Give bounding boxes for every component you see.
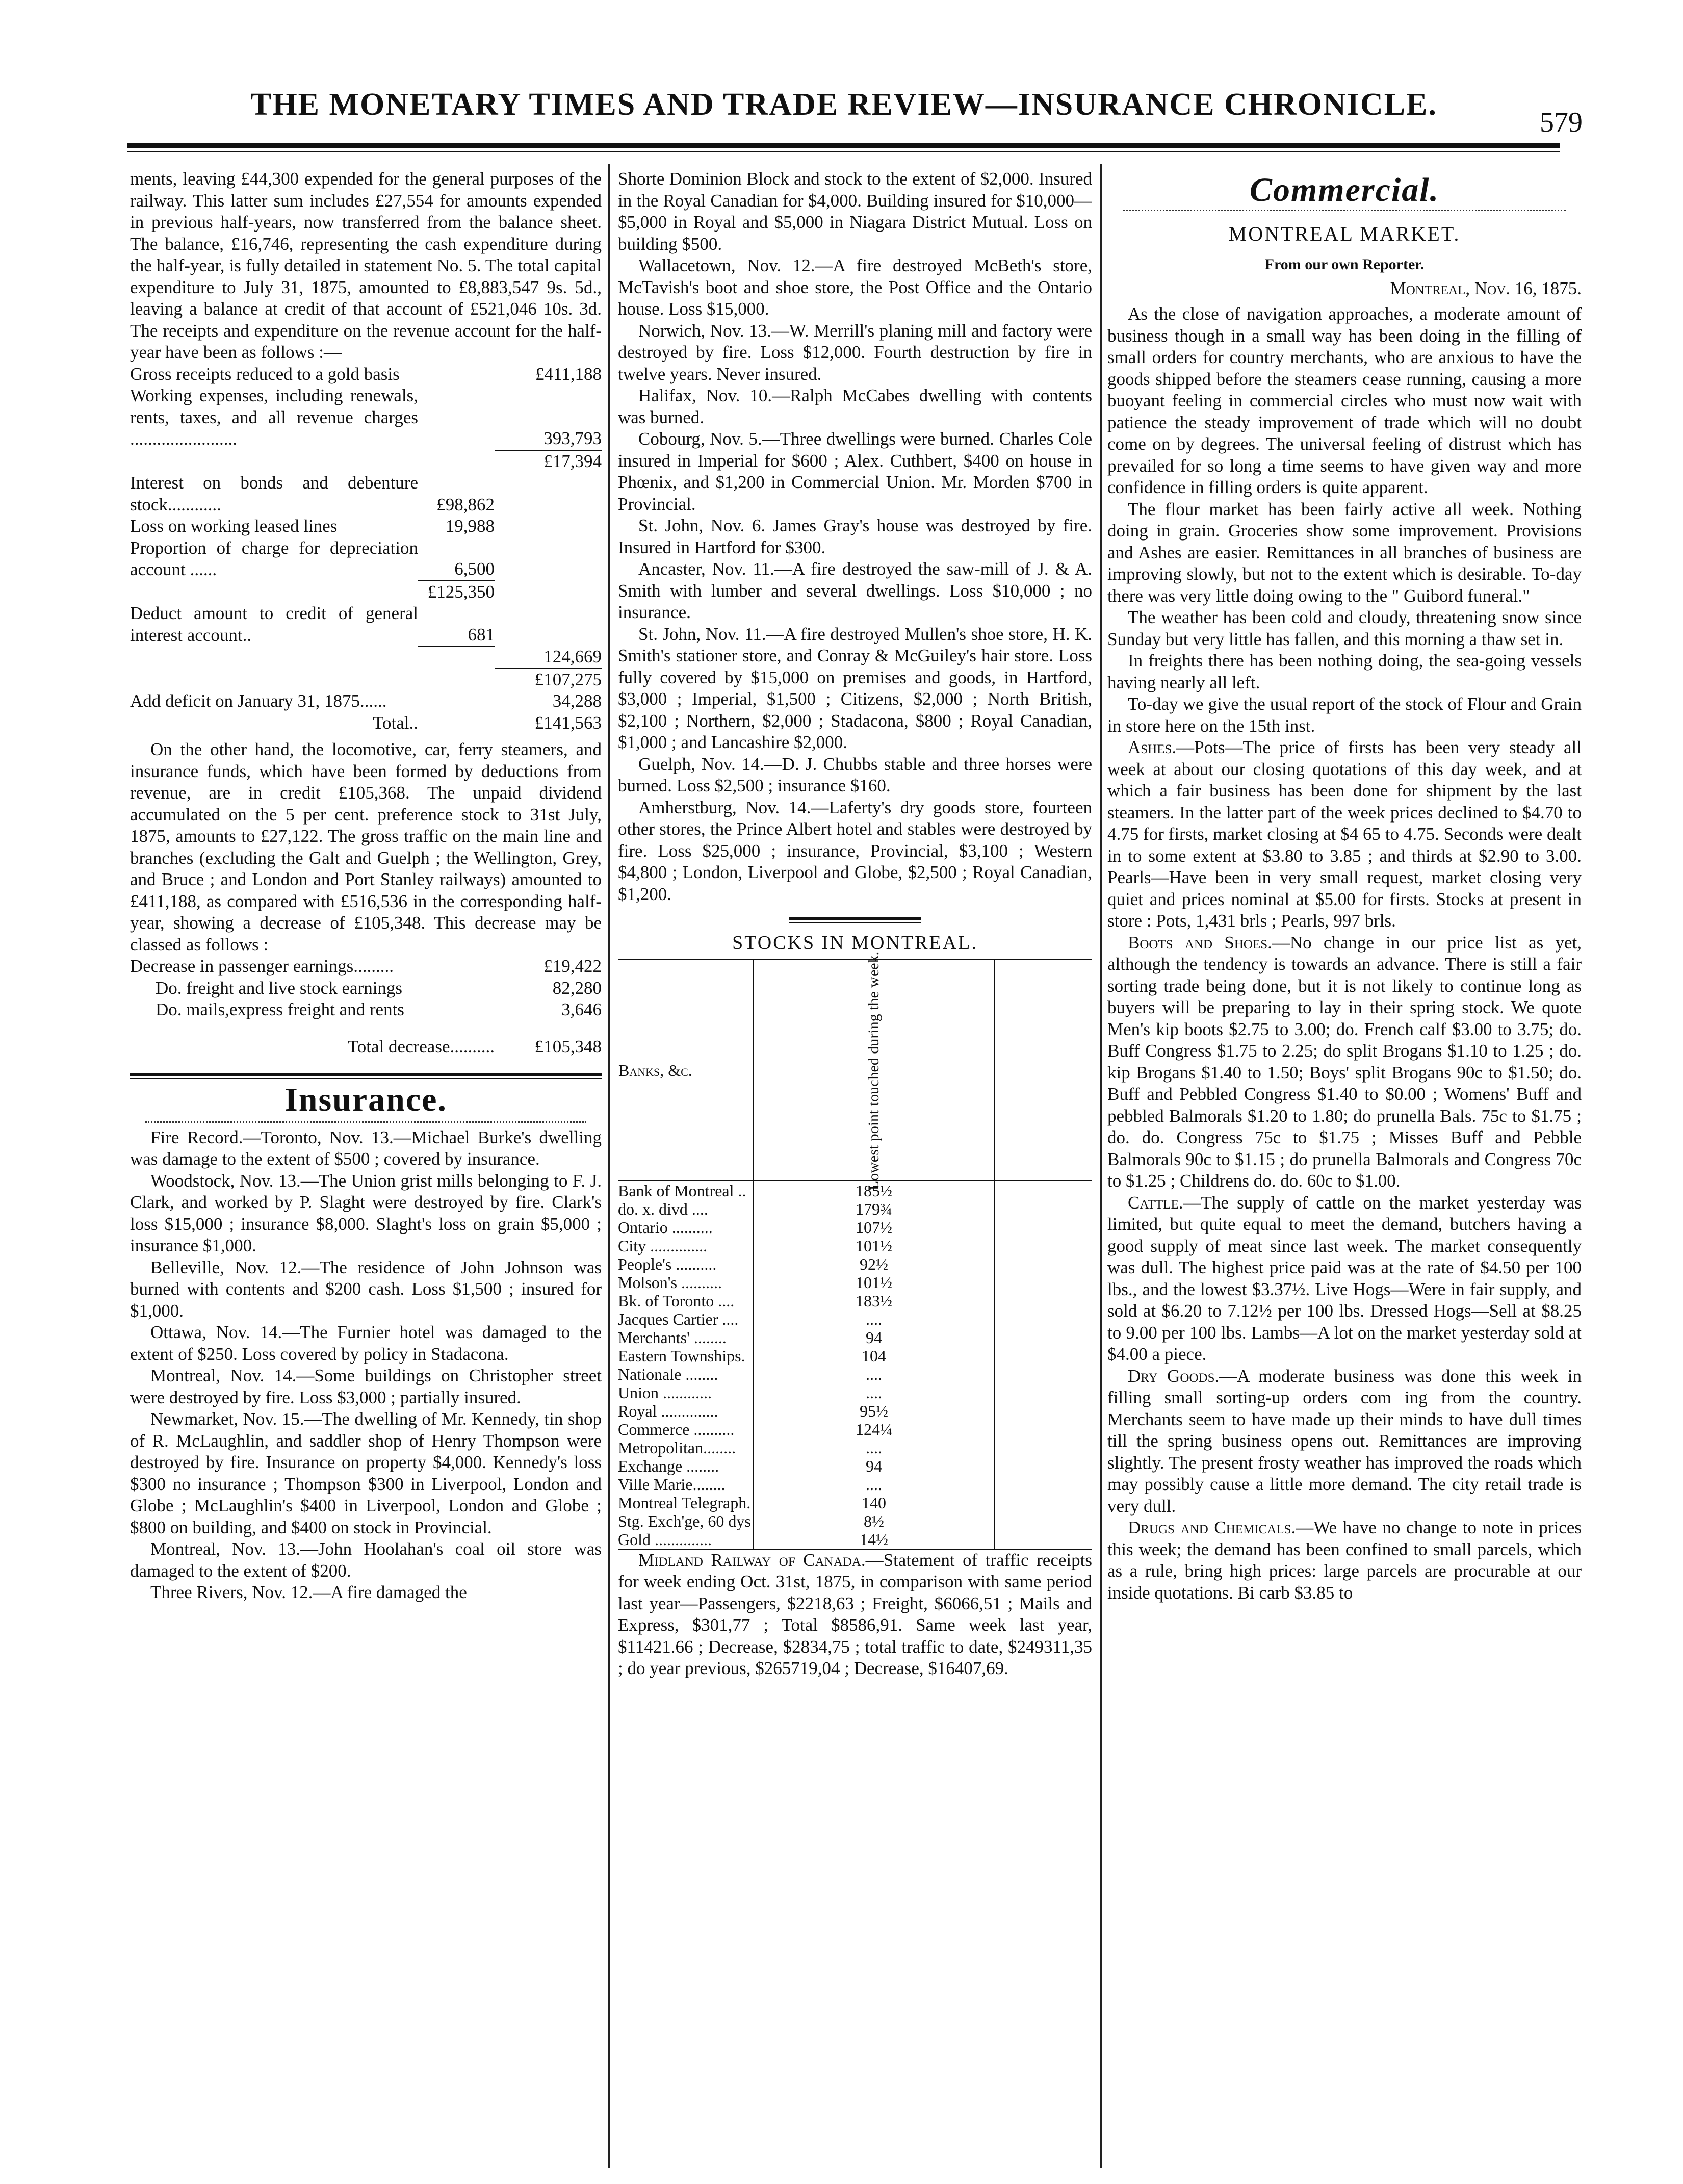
fire-record-item: Montreal, Nov. 14.—Some buildings on Christopher street were destroyed by fire. Loss $3,000 ; partially insured. [130,1366,602,1407]
stock-low: 94 [754,1328,994,1347]
fire-record-item: Three Rivers, Nov. 12.—A fire damaged the [150,1582,467,1602]
account-amount-2: 124,669 [495,646,602,669]
stock-row [618,1457,1092,1475]
decrease-amount: 3,646 [561,999,602,1019]
stock-row [618,1328,1092,1347]
stock-low: 185½ [754,1181,994,1200]
market-paragraph [1107,303,1582,499]
account-amount-1: £125,350 [427,581,495,602]
stock-name: Nationale ........ [618,1365,718,1383]
account-amount-2 [495,603,602,646]
account-row [130,669,602,691]
decrease-amount: 82,280 [552,978,602,998]
decrease-table [130,956,602,1058]
account-amount-1 [418,385,495,450]
section-rule [130,1073,602,1079]
account-amount-2 [495,472,602,516]
account-label: Add deficit on January 31, 1875...... [130,691,387,711]
fire-report-item: Halifax, Nov. 10.—Ralph McCabes dwelling with contents was burned. [618,386,1092,427]
fire-record-list [130,1127,602,1604]
account-label: Total.. [373,712,418,733]
dateline: Montreal, Nov. 16, 1875. [1390,278,1582,298]
stock-low: .... [754,1365,994,1383]
market-paragraph [1107,737,1582,932]
stock-name: Merchants' ........ [618,1328,727,1347]
account-label: Gross receipts reduced to a gold basis [130,364,400,384]
account-row [130,712,602,734]
fire-report-item: Guelph, Nov. 14.—D. J. Chubbs stable and three horses were burned. Loss $2,500 ; insurance $160. [618,754,1092,795]
stock-name: Metropolitan........ [618,1438,736,1457]
fire-report-item: Shorte Dominion Block and stock to the extent of $2,000. Insured in the Royal Canadian for $4,000. Building insured for $10,000—$5,000 in Royal and $5,000 in Niagara District Mutual. Loss on building $500. [618,169,1092,254]
stock-high [994,1420,1092,1438]
stock-name: do. x. divd .... [618,1199,708,1218]
stock-high [994,1255,1092,1273]
account-amount-1 [418,450,495,473]
account-label: Proportion of charge for depreciation account ...... [130,537,418,579]
account-amount-2: £17,394 [543,451,602,471]
stock-low: 95½ [754,1402,994,1420]
account-amount-2: £141,563 [534,712,602,733]
column-1 [130,168,602,2182]
stock-high [994,1200,1092,1218]
commercial-heading: Commercial. [1249,171,1440,209]
fire-record-item: Newmarket, Nov. 15.—The dwelling of Mr. Kennedy, tin shop of R. McLaughlin, and saddler shop of Henry Thompson were destroyed by fire. Insurance on property $4,000. Kennedy's loss $300 no insurance ; Thompson $300 in Liverpool, London and Globe ; McLaughlin's $400 in Liverpool, London and Globe ; $800 on building, and $400 on stock in Provincial. [130,1409,602,1537]
account-amount-2: £107,275 [534,669,602,689]
stock-low: 179¾ [754,1200,994,1218]
account-amount-2: £411,188 [535,364,602,384]
stock-low: .... [754,1310,994,1328]
account-amount-1: 19,988 [445,516,495,536]
stock-low: .... [754,1438,994,1457]
market-paragraph [1107,1366,1582,1518]
stock-low: 107½ [754,1218,994,1237]
stock-row [618,1383,1092,1402]
stock-name: Gold .............. [618,1530,754,1549]
account-amount-1: 681 [418,603,495,646]
fire-reports [618,168,1092,905]
col-head-low: Lowest point touched during the week. [754,960,994,1181]
market-paragraph-text: —We have no change to note in prices this week; the demand has been confined to small parcels, which as a rule, bring high prices: large parcels are procurable at our inside quotations. Bi carb $3.85 to [1107,1518,1582,1603]
stock-row [618,1310,1092,1328]
stock-name: Ville Marie........ [618,1475,726,1494]
decrease-amount: £19,422 [543,956,602,976]
midland-railway-statement [618,1550,1092,1680]
fire-report-item: St. John, Nov. 6. James Gray's house was destroyed by fire. Insured in Hartford for $300. [618,516,1092,557]
decrease-label: Decrease in passenger earnings......... [130,956,394,976]
stock-low: 183½ [754,1292,994,1310]
account-amount-1 [418,690,495,712]
stock-row [618,1292,1092,1310]
stock-name: Stg. Exch'ge, 60 dys [618,1511,751,1530]
stock-high [994,1328,1092,1347]
account-row [130,690,602,712]
market-paragraph-lead: Cattle. [1128,1192,1183,1213]
market-report [1107,303,1582,1604]
account-amount-1: 6,500 [418,537,495,581]
stock-high [994,1457,1092,1475]
stock-high [994,1347,1092,1365]
stock-high [994,1438,1092,1457]
market-paragraph [1107,499,1582,607]
stock-row [618,1475,1092,1494]
midland-text: —Statement of traffic receipts for week ending Oct. 31st, 1875, in comparison with same period last year—Passengers, $2218,63 ; Freight, $6066,51 ; Mails and Express, $301,77 ; Total $8586,91. Same week last year, $11421.66 ; Decrease, $2834,75 ; total traffic to date, $249311,35 ; do year previous, $265719,04 ; Decrease, $16407,69. [618,1550,1092,1678]
account-label: Interest on bonds and debenture stock............ [130,473,418,515]
stock-high [994,1530,1092,1549]
market-paragraph-lead: Ashes. [1128,737,1177,757]
market-paragraph-lead: Drugs and Chemicals. [1128,1518,1296,1537]
fire-report-item: Amherstburg, Nov. 14.—Laferty's dry goods store, fourteen other stores, the Prince Albert hotel and stables were destroyed by fire. Loss $25,000 ; insurance, Provincial, $3,100 ; Western $4,800 ; London, Liverpool and Globe, $2,500 ; Royal Canadian, $1,200. [618,797,1092,904]
fire-record-item: Woodstock, Nov. 13.—The Union grist mills belonging to F. J. Clark, and worked by P. Slaght were destroyed by fire. Clark's loss $15,000 ; insurance $8,000. Slaght's loss on grain $5,000 ; insurance $1,000. [130,1170,602,1255]
fire-record-item: Montreal, Nov. 13.—John Hoolahan's coal oil store was damaged to the extent of $200. [130,1539,602,1581]
stock-row [618,1273,1092,1292]
stock-high [994,1237,1092,1255]
masthead-title: THE MONETARY TIMES AND TRADE REVIEW—INSURANCE CHRONICLE. [250,87,1437,122]
account-row [130,472,602,516]
stock-high [994,1273,1092,1292]
account-row [130,603,602,646]
market-paragraph-text: In freights there has been nothing doing, the sea-going vessels having nearly all left. [1107,651,1582,692]
stock-low: .... [754,1475,994,1494]
market-paragraph-text: The weather has been cold and cloudy, threatening snow since Sunday but very little has fallen, and this morning a thaw set in. [1107,607,1582,649]
col-head-bank: Banks, &c. [618,960,754,1181]
stocks-title: STOCKS IN MONTREAL. [732,932,978,954]
account-label [130,646,418,669]
account-label: Deduct amount to credit of general interest account.. [130,603,418,645]
market-paragraph-text: —A moderate business was done this week in filling small sorting-up orders com ing from the country. Merchants seem to have made up their minds to have dull times till the spring business opens out. Remittances are improving slightly. The present frosty weather has improved the roads which may possibly cause a little more demand. The city retail trade is very dull. [1107,1366,1582,1516]
market-paragraph [1107,650,1582,693]
column-2 [618,168,1092,2182]
stock-low: 8½ [754,1512,994,1530]
account-row [130,516,602,537]
stock-row [618,1402,1092,1420]
decrease-label: Do. freight and live stock earnings [156,978,403,998]
stock-name: Montreal Telegraph. [618,1493,751,1512]
account-amount-2 [495,516,602,537]
midland-lead: Midland Railway of Canada. [638,1550,866,1570]
stock-low: 101½ [754,1237,994,1255]
fire-report-item: St. John, Nov. 11.—A fire destroyed Mullen's shoe store, H. K. Smith's stationer store, and Conray & McGuiley's hair store. Loss fully covered by $15,000 on premises and goods, in Hartford, $3,000 ; Imperial, $1,500 ; Citizens, $2,000 ; North British, $2,100 ; Northern, $2,000 ; Stadacona, $800 ; Royal Canadian, $1,000 ; and Lancashire $2,000. [618,624,1092,752]
col-head-high [994,960,1092,1181]
montreal-market-subhead: MONTREAL MARKET. [1228,222,1461,245]
stock-row [618,1255,1092,1273]
stock-high [994,1365,1092,1383]
column-rule-2 [1100,164,1102,2168]
fire-report-item: Cobourg, Nov. 5.—Three dwellings were burned. Charles Cole insured in Imperial for $600 ; Alex. Cuthbert, $400 on house in Phœnix, and $1,200 in Commercial Union. Mr. Morden $700 in Provincial. [618,429,1092,514]
decrease-row [130,1021,602,1058]
market-paragraph-text: —No change in our price list as yet, although the tendency is towards an advance. There is still a fair sorting trade being done, but it is not likely to continue long as buyers will be preparing to lay in their spring stock. We quote Men's kip boots $2.75 to 3.00; do. French calf $3.00 to 3.75; do. Buff Congress $1.75 to 2.25; do split Brogans $1.10 to 1.25 ; do. kip Brogans $1.40 to 1.50; Boys' split Brogans 90c to $1.50; do. Buff and Pebbled Congress $1.40 to $0.00 ; Womens' Buff and pebbled Balmorals $1.20 to 1.80; do prunella Bals. 75c to $1.75 ; do. do. Congress 75c to $1.75 ; Misses Buff and Pebble Balmorals 90c to $1.15 ; do prunella Balmorals and Congress 70c to $1.25 ; Childrens do. do. 60c to $1.00. [1107,932,1582,1191]
byline: From our own Reporter. [1264,256,1425,273]
stock-name: People's .......... [618,1254,717,1273]
column-3 [1107,168,1582,2182]
masthead-rule [127,143,1560,152]
account-label: Loss on working leased lines [130,516,338,536]
stock-high [994,1310,1092,1328]
stock-high [994,1494,1092,1512]
stock-low: 94 [754,1457,994,1475]
stock-low: .... [754,1383,994,1402]
stock-high [994,1512,1092,1530]
page-number: 579 [1540,107,1583,138]
stock-low: 124¼ [754,1420,994,1438]
account-row [130,646,602,669]
stock-name: Bk. of Toronto .... [618,1291,735,1310]
fire-report-item: Wallacetown, Nov. 12.—A fire destroyed McBeth's store, McTavish's boot and shoe store, the Post Office and the Ontario house. Loss $15,000. [618,255,1092,319]
decrease-amount: £105,348 [534,1036,602,1057]
account-amount-1 [418,646,495,669]
railway-report-para2: On the other hand, the locomotive, car, ferry steamers, and insurance funds, which have been formed by deductions from revenue, are in credit £105,368. The unpaid dividend accumulated on the 5 per cent. preference stock to 31st July, 1875, amounts to £27,122. The gross traffic on the main line and branches (excluding the Galt and Guelph ; the Wellington, Grey, and Bruce ; and London and Port Stanley railways) amounted to £411,188, as compared with £516,536 in the corresponding half-year, showing a decrease of £105,348. This decrease may be classed as follows : [130,739,602,955]
account-amount-1 [418,669,495,691]
account-label [130,669,418,691]
revenue-account-table [130,364,602,734]
decrease-row [130,956,602,978]
stock-name: Royal .............. [618,1401,718,1420]
fire-report-item: Ancaster, Nov. 11.—A fire destroyed the saw-mill of J. & A. Smith with lumber and several dwellings. Loss $10,000 ; no insurance. [618,559,1092,622]
account-row [130,581,602,603]
stock-high [994,1402,1092,1420]
stock-row [618,1200,1092,1218]
account-row [130,537,602,581]
account-label [130,450,418,473]
stock-name: Jacques Cartier .... [618,1309,739,1328]
fire-report-item: Norwich, Nov. 13.—W. Merrill's planing mill and factory were destroyed by fire. Loss $12,000. Fourth destruction by fire in twelve years. Never insured. [618,320,1092,384]
stock-row [618,1530,1092,1549]
stock-high [994,1218,1092,1237]
fire-record-item: Fire Record.—Toronto, Nov. 13.—Michael Burke's dwelling was damage to the extent of $500 ; covered by insurance. [130,1127,602,1169]
railway-report-intro: ments, leaving £44,300 expended for the general purposes of the railway. This latter sum includes £27,554 for amounts expended in previous half-years, now transferred from the balance sheet. The balance, £16,746, representing the cash expenditure during the half-year, is fully detailed in statement No. 5. The total capital expenditure to July 31, 1875, amounted to £8,883,547 9s. 5d., leaving a balance at credit of that account of £521,046 10s. 3d. The receipts and expenditure on the revenue account for the half-year have been as follows :— [130,169,602,362]
stock-row [618,1181,1092,1200]
stock-low: 92½ [754,1255,994,1273]
account-row [130,385,602,450]
market-paragraph [1107,1192,1582,1366]
stock-name: Bank of Montreal .. [618,1181,746,1200]
stocks-table [618,951,1092,1550]
stock-row [618,1237,1092,1255]
market-paragraph-text: To-day we give the usual report of the stock of Flour and Grain in store here on the 15th inst. [1107,694,1582,736]
stock-name: Union ............ [618,1383,712,1402]
decrease-label: Do. mails,express freight and rents [156,999,404,1019]
account-amount-2: 34,288 [552,691,602,711]
market-paragraph-text: As the close of navigation approaches, a moderate amount of business though in a small way has been doing in the filling of small orders for country merchants, who are anxious to have the goods shipped before the steamers cease running, causing a more buoyant feeling in commercial circles who must now wait with patience the steady improvement of trade which will no doubt come on by degrees. The universal feeling of distrust which has prevailed for so long a time seems to have given way and more confidence in filling orders is quite apparent. [1107,304,1582,497]
account-amount-1 [418,712,495,734]
fire-record-item: Belleville, Nov. 12.—The residence of John Johnson was burned with contents and $200 cash. Loss $1,500 ; insured for $1,000. [130,1257,602,1321]
market-paragraph-text: The flour market has been fairly active all week. Nothing doing in grain. Groceries show some improvement. Provisions and Ashes are easier. Remittances in all branches of business are improving slowly, but not to the extent which is desirable. To-day there was very little doing owing to the " Guibord funeral." [1107,499,1582,606]
account-amount-2: 393,793 [495,385,602,450]
stock-name: Exchange ........ [618,1456,719,1475]
column-rule-1 [608,164,610,2168]
stock-row [618,1494,1092,1512]
account-row [130,450,602,473]
account-amount-1 [418,364,495,386]
stock-high [994,1181,1092,1200]
section-rule [789,917,921,923]
stock-row [618,1365,1092,1383]
stock-low: 14½ [754,1530,994,1549]
insurance-heading: Insurance. [284,1081,447,1118]
market-paragraph-lead: Dry Goods. [1128,1366,1220,1386]
account-amount-2 [495,581,602,603]
stock-high [994,1383,1092,1402]
stock-row [618,1420,1092,1438]
market-paragraph [1107,1517,1582,1604]
decrease-label: Total decrease.......... [347,1036,495,1057]
fire-record-item: Ottawa, Nov. 14.—The Furnier hotel was damaged to the extent of $250. Loss covered by policy in Stadacona. [130,1322,602,1364]
account-row [130,364,602,386]
stock-low: 140 [754,1494,994,1512]
market-paragraph [1107,932,1582,1192]
stock-low: 101½ [754,1273,994,1292]
account-amount-1: £98,862 [436,494,495,515]
stock-row [618,1347,1092,1365]
decrease-row [130,978,602,999]
stock-high [994,1292,1092,1310]
stock-name: Ontario .......... [618,1218,713,1237]
stock-name: City .............. [618,1236,708,1255]
stock-name: Molson's .......... [618,1273,722,1292]
stock-name: Eastern Townships. [618,1346,745,1365]
market-paragraph-text: —Pots—The price of firsts has been very steady all week at about our closing quotations of this day week, and at which a fair business has been done for shipment by the last steamers. In the latter part of the week prices declined to $4.70 to 4.75 for firsts, market closing at $4 65 to 4.75. Seconds were dealt in to some extent at $3.80 to 3.85 ; and thirds at $2.90 to 3.00. Pearls—Have been in very small request, market closing very quiet and prices nominal at $5.00 for firsts. Stocks at present in store : Pots, 1,431 brls ; Pearls, 997 brls. [1107,737,1582,931]
market-paragraph [1107,693,1582,737]
stock-high [994,1475,1092,1494]
stock-row [618,1512,1092,1530]
account-label: Working expenses, including renewals, rents, taxes, and all revenue charges ........................ [130,386,418,449]
stock-row [618,1218,1092,1237]
decrease-row [130,999,602,1021]
market-paragraph-text: —The supply of cattle on the market yesterday was limited, but quite equal to meet the demand, butchers having a good supply of meat since last week. The market consequently was dull. The highest price paid was at the rate of $4.50 per 100 lbs., and the lowest $3.37½. Live Hogs—Were in fair supply, and sold at $6.20 to 7.12½ per 100 lbs. Dressed Hogs—Sell at $8.25 to 9.00 per 100 lbs. Lambs—A lot on the market yesterday sold at $4.00 a piece. [1107,1192,1582,1364]
stock-name: Commerce .......... [618,1420,735,1438]
account-label [130,581,418,603]
stock-low: 104 [754,1347,994,1365]
stock-row [618,1438,1092,1457]
account-amount-2 [495,537,602,581]
market-paragraph [1107,607,1582,650]
market-paragraph-lead: Boots and Shoes. [1128,932,1272,953]
